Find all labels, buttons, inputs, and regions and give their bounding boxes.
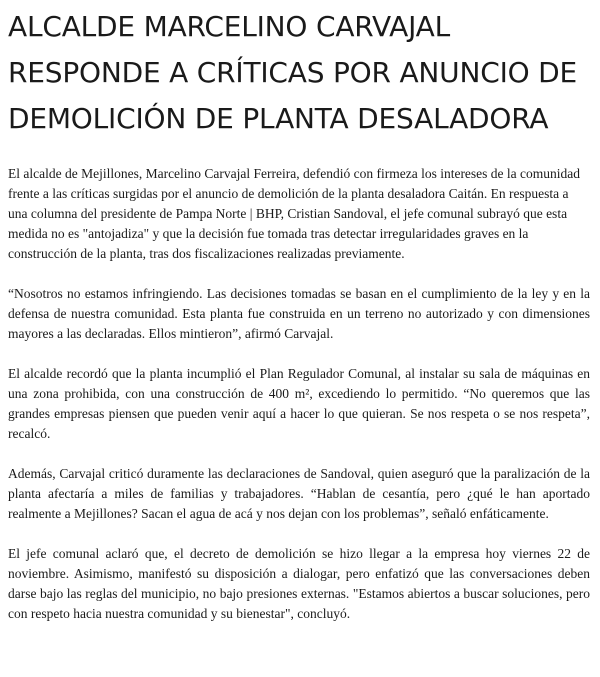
article-paragraph-3: El alcalde recordó que la planta incumplió el Plan Regulador Comunal, al instalar su sala de máquinas en una zona prohibida, con una construcción de 400 m², excediendo lo permitido. “No queremos que las grandes empresas piensen que pueden venir aquí a hacer lo que quieran. Se nos respeta o se nos respeta”, recalcó. (8, 366, 590, 441)
article-headline: ALCALDE MARCELINO CARVAJAL RESPONDE A CRÍTICAS POR ANUNCIO DE DEMOLICIÓN DE PLANTA DESALADORA (8, 10, 578, 135)
article-body (8, 164, 590, 624)
article-paragraph-4: Además, Carvajal criticó duramente las declaraciones de Sandoval, quien aseguró que la paralización de la planta afectaría a miles de familias y trabajadores. “Hablan de cesantía, pero ¿qué le han aportado realmente a Mejillones? Sacan el agua de acá y nos dejan con los problemas”, señaló enfáticamente. (8, 466, 590, 521)
news-article (8, 0, 590, 644)
article-paragraph-1: El alcalde de Mejillones, Marcelino Carvajal Ferreira, defendió con firmeza los intereses de la comunidad frente a las críticas surgidas por el anuncio de demolición de la planta desaladora Caitán. En respuesta a una columna del presidente de Pampa Norte | BHP, Cristian Sandoval, el jefe comunal subrayó que esta medida no es "antojadiza" y que la decisión fue tomada tras detectar irregularidades graves en la construcción de la planta, tras dos fiscalizaciones realizadas previamente. (8, 166, 581, 261)
article-paragraph-2: “Nosotros no estamos infringiendo. Las decisiones tomadas se basan en el cumplimiento de la ley y en la defensa de nuestra comunidad. Esta planta fue construida en un terreno no autorizado y con dimensiones mayores a las declaradas. Ellos mintieron”, afirmó Carvajal. (8, 286, 590, 341)
article-paragraph-5: El jefe comunal aclaró que, el decreto de demolición se hizo llegar a la empresa hoy viernes 22 de noviembre. Asimismo, manifestó su disposición a dialogar, pero enfatizó que las conversaciones deben darse bajo las reglas del municipio, no bajo presiones externas. "Estamos abiertos a buscar soluciones, pero con respeto hacia nuestra comunidad y su bienestar", concluyó. (8, 546, 590, 621)
